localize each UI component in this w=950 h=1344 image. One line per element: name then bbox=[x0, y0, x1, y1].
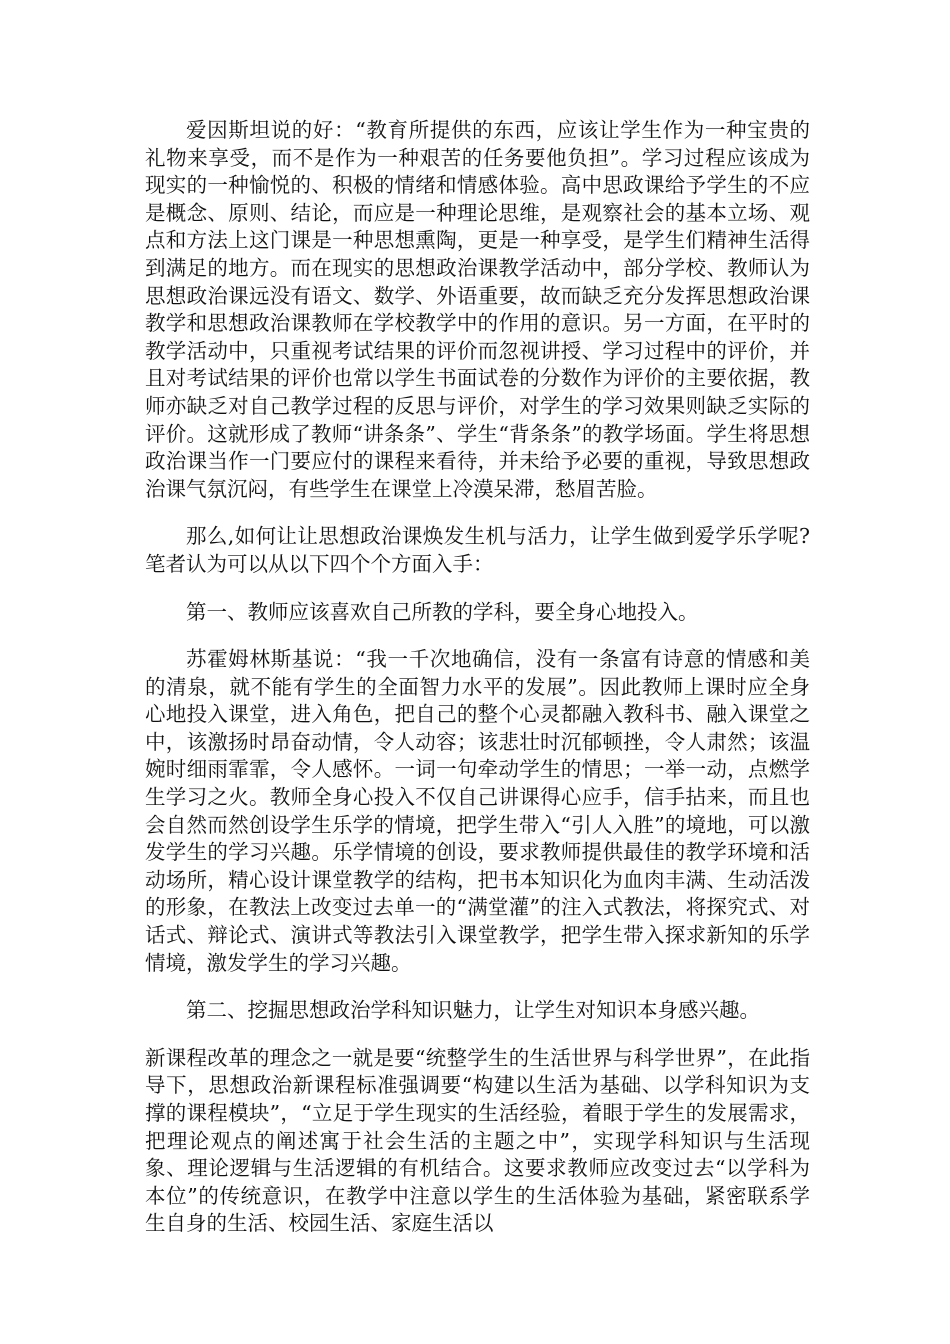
section-heading-first: 第一、教师应该喜欢自己所教的学科，要全身心地投入。 bbox=[186, 599, 699, 624]
paragraph-second-body: 新课程改革的理念之一就是要“统整学生的生活世界与科学世界”，在此指导下，思想政治新课程标准强调要“构建以生活为基础、以学科知识为支撑的课程模块”，“立足于学生现实的生活经验，着眼于学生的发展需求，把理论观点的阐述寓于社会生活的主题之中”，实现学科知识与生活现象、理论逻辑与生活逻辑的有机结合。这要求教师应改变过去“以学科为本位”的传统意识，在教学中注意以学生的生活体验为基础，紧密联系学生自身的生活、校园生活、家庭生活以 bbox=[145, 1045, 810, 1236]
paragraph-first-body: 苏霍姆林斯基说：“我一千次地确信，没有一条富有诗意的情感和美的清泉，就不能有学生的全面智力水平的发展”。因此教师上课时应全身心地投入课堂，进入角色，把自己的整个心灵都融入教科书、融入课堂之中，该激扬时昂奋动情，令人动容；该悲壮时沉郁顿挫，令人肃然；该温婉时细雨霏霏，令人感怀。一词一句牵动学生的情思；一举一动，点燃学生学习之火。教师全身心投入不仅自己讲课得心应手，信手拈来，而且也会自然而然创设学生乐学的情境，把学生带入“引人入胜”的境地，可以激发学生的学习兴趣。乐学情境的创设，要求教师提供最佳的教学环境和活动场所，精心设计课堂教学的结构，把书本知识化为血肉丰满、生动活泼的形象，在教法上改变过去单一的“满堂灌”的注入式教法，将探究式、对话式、辩论式、演讲式等教法引入课堂教学，把学生带入探求新知的乐学情境，激发学生的学习兴趣。 bbox=[145, 647, 810, 975]
paragraph-question: 那么,如何让让思想政治课焕发生机与活力，让学生做到爱学乐学呢?笔者认为可以从以下四个个方面入手： bbox=[145, 524, 810, 576]
section-heading-second: 第二、挖掘思想政治学科知识魅力，让学生对知识本身感兴趣。 bbox=[186, 998, 760, 1023]
paragraph-intro: 爱因斯坦说的好：“教育所提供的东西，应该让学生作为一种宝贵的礼物来享受，而不是作为一种艰苦的任务要他负担”。学习过程应该成为现实的一种愉悦的、积极的情绪和情感体验。高中思政课给予学生的不应是概念、原则、结论，而应是一种理论思维，是观察社会的基本立场、观点和方法上这门课是一种思想熏陶，更是一种享受，是学生们精神生活得到满足的地方。而在现实的思想政治课教学活动中，部分学校、教师认为思想政治课远没有语文、数学、外语重要，故而缺乏充分发挥思想政治课教学和思想政治课教师在学校教学中的作用的意识。另一方面，在平时的教学活动中，只重视考试结果的评价而忽视讲授、学习过程中的评价，并且对考试结果的评价也常以学生书面试卷的分数作为评价的主要依据，教师亦缺乏对自己教学过程的反思与评价，对学生的学习效果则缺乏实际的评价。这就形成了教师“讲条条”、学生“背条条”的教学场面。学生将思想政治课当作一门要应付的课程来看待，并未给予必要的重视，导致思想政治课气氛沉闷，有些学生在课堂上冷漠呆滞，愁眉苦脸。 bbox=[145, 118, 810, 501]
document-page bbox=[145, 117, 810, 1258]
